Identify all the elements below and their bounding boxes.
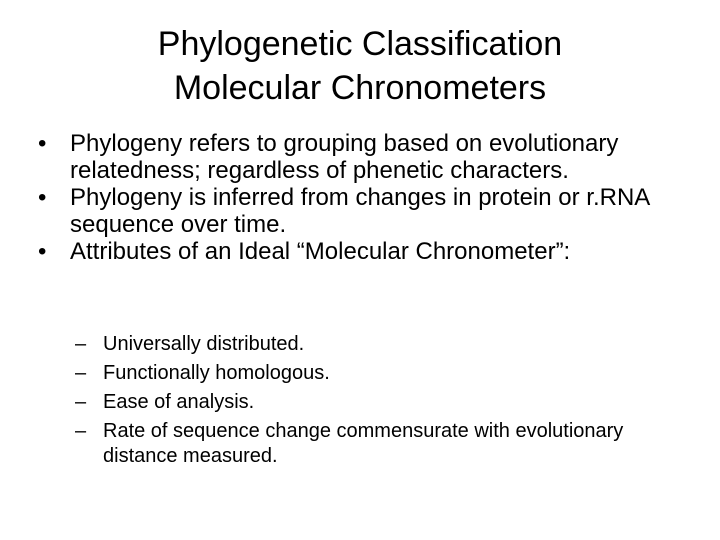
subbullet-marker: – xyxy=(75,391,87,413)
bullet-text: Phylogeny refers to grouping based on evolutionary relatedness; regardless of phenetic characters. xyxy=(70,130,619,184)
title-line-1: Phylogenetic Classification xyxy=(157,25,563,63)
subbullet-list xyxy=(0,332,720,473)
bullet-text: Attributes of an Ideal “Molecular Chronometer”: xyxy=(70,238,571,265)
subbullet-item xyxy=(0,390,720,415)
subbullet-marker: – xyxy=(75,420,87,442)
subbullet-item xyxy=(0,361,720,386)
bullet-item xyxy=(0,184,720,238)
subbullet-text: Universally distributed. xyxy=(103,333,305,355)
subbullet-marker: – xyxy=(75,362,87,384)
subbullet-marker: – xyxy=(75,333,87,355)
title-line-2: Molecular Chronometers xyxy=(173,69,547,107)
bullet-text: Phylogeny is inferred from changes in protein or r.RNA sequence over time. xyxy=(70,184,649,238)
bullet-marker: • xyxy=(38,184,47,211)
bullet-list xyxy=(0,130,720,265)
bullet-marker: • xyxy=(38,238,47,265)
subbullet-text: Ease of analysis. xyxy=(103,391,255,413)
subbullet-item xyxy=(0,419,720,469)
bullet-item xyxy=(0,238,720,265)
subbullet-text: Rate of sequence change commensurate with evolutionary distance measured. xyxy=(103,420,624,467)
slide-title xyxy=(60,22,660,110)
subbullet-text: Functionally homologous. xyxy=(103,362,330,384)
bullet-marker: • xyxy=(38,130,47,157)
bullet-item xyxy=(0,130,720,184)
subbullet-item xyxy=(0,332,720,357)
